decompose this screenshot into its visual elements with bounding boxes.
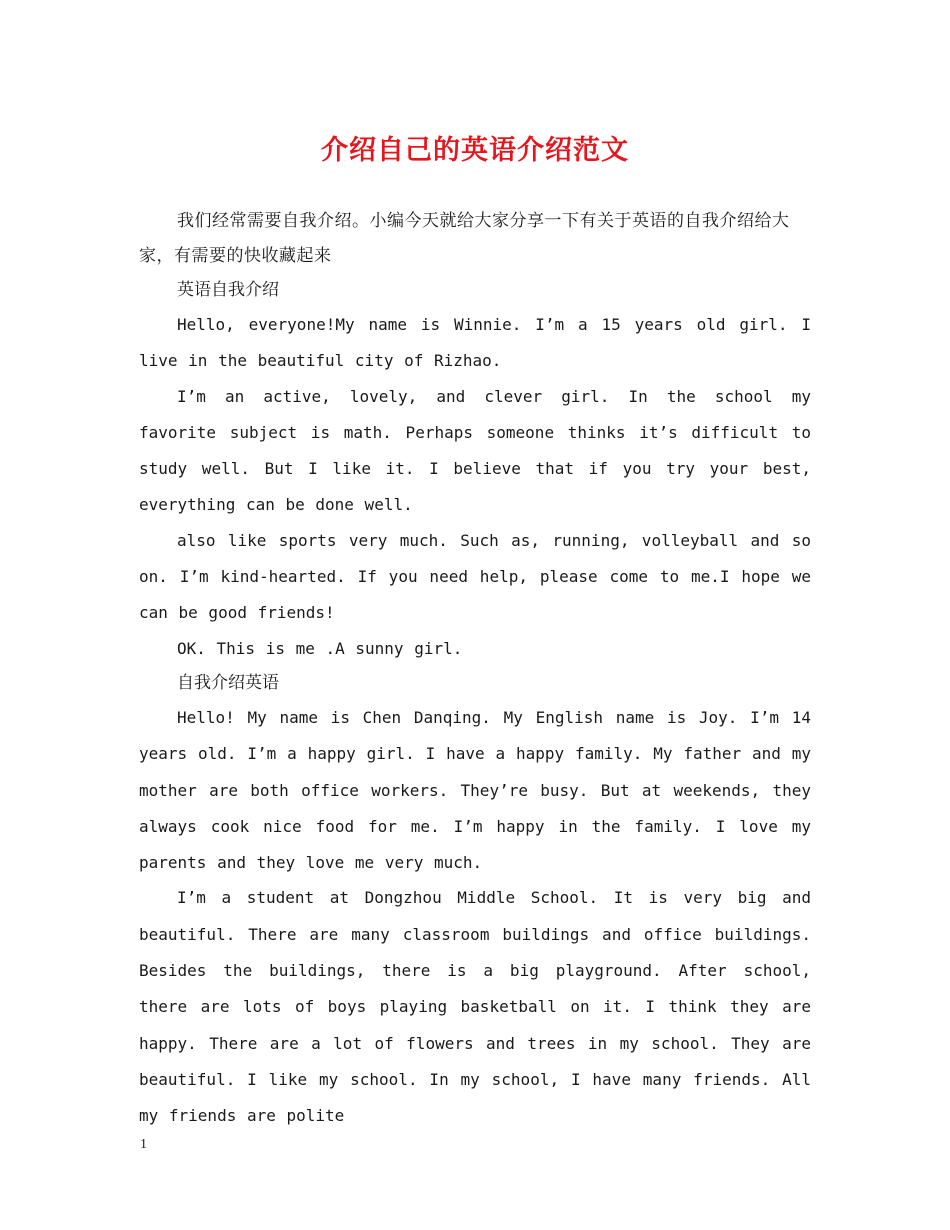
document-body xyxy=(139,204,811,1135)
paragraph-hello-winnie: Hello, everyone!My name is Winnie. I’m a 15 years old girl. I live in the beautiful city of Rizhao. xyxy=(139,315,811,371)
page-title: 介绍自己的英语介绍范文 xyxy=(321,135,629,166)
section-heading-english-intro: 英语自我介绍 xyxy=(177,280,279,300)
section-heading-self-intro: 自我介绍英语 xyxy=(177,672,279,693)
paragraph-sports: also like sports very much. Such as, running, volleyball and so on. I’m kind-hearted. If you need help, please come to me.I hope we can be good friends! xyxy=(139,530,811,623)
paragraph-sunny-girl: OK. This is me .A sunny girl. xyxy=(177,638,463,658)
page-number: 1 xyxy=(140,1137,147,1152)
paragraph-chen-danqing: Hello! My name is Chen Danqing. My English name is Joy. I’m 14 years old. I’m a happy girl. I have a happy family. My father and my mother are both office workers. They’re busy. But at weekends, they always cook nice food for me. I’m happy in the family. I love my parents and they love me very much. xyxy=(139,707,811,873)
paragraph-dongzhou-school: I’m a student at Dongzhou Middle School. It is very big and beautiful. There are many classroom buildings and office buildings. Besides the buildings, there is a big playground. After school, there are lots of boys playing basketball on it. I think they are happy. There are a lot of flowers and trees in my school. They are beautiful. I like my school. In my school, I have many friends. All my friends are polite xyxy=(139,888,811,1126)
intro-paragraph: 我们经常需要自我介绍。小编今天就给大家分享一下有关于英语的自我介绍给大家，有需要的快收藏起来 xyxy=(139,211,790,266)
paragraph-active-girl: I’m an active, lovely, and clever girl. In the school my favorite subject is math. Perhaps someone thinks it’s difficult to study well. But I like it. I believe that if you try your best, everything can be done well. xyxy=(139,386,811,515)
